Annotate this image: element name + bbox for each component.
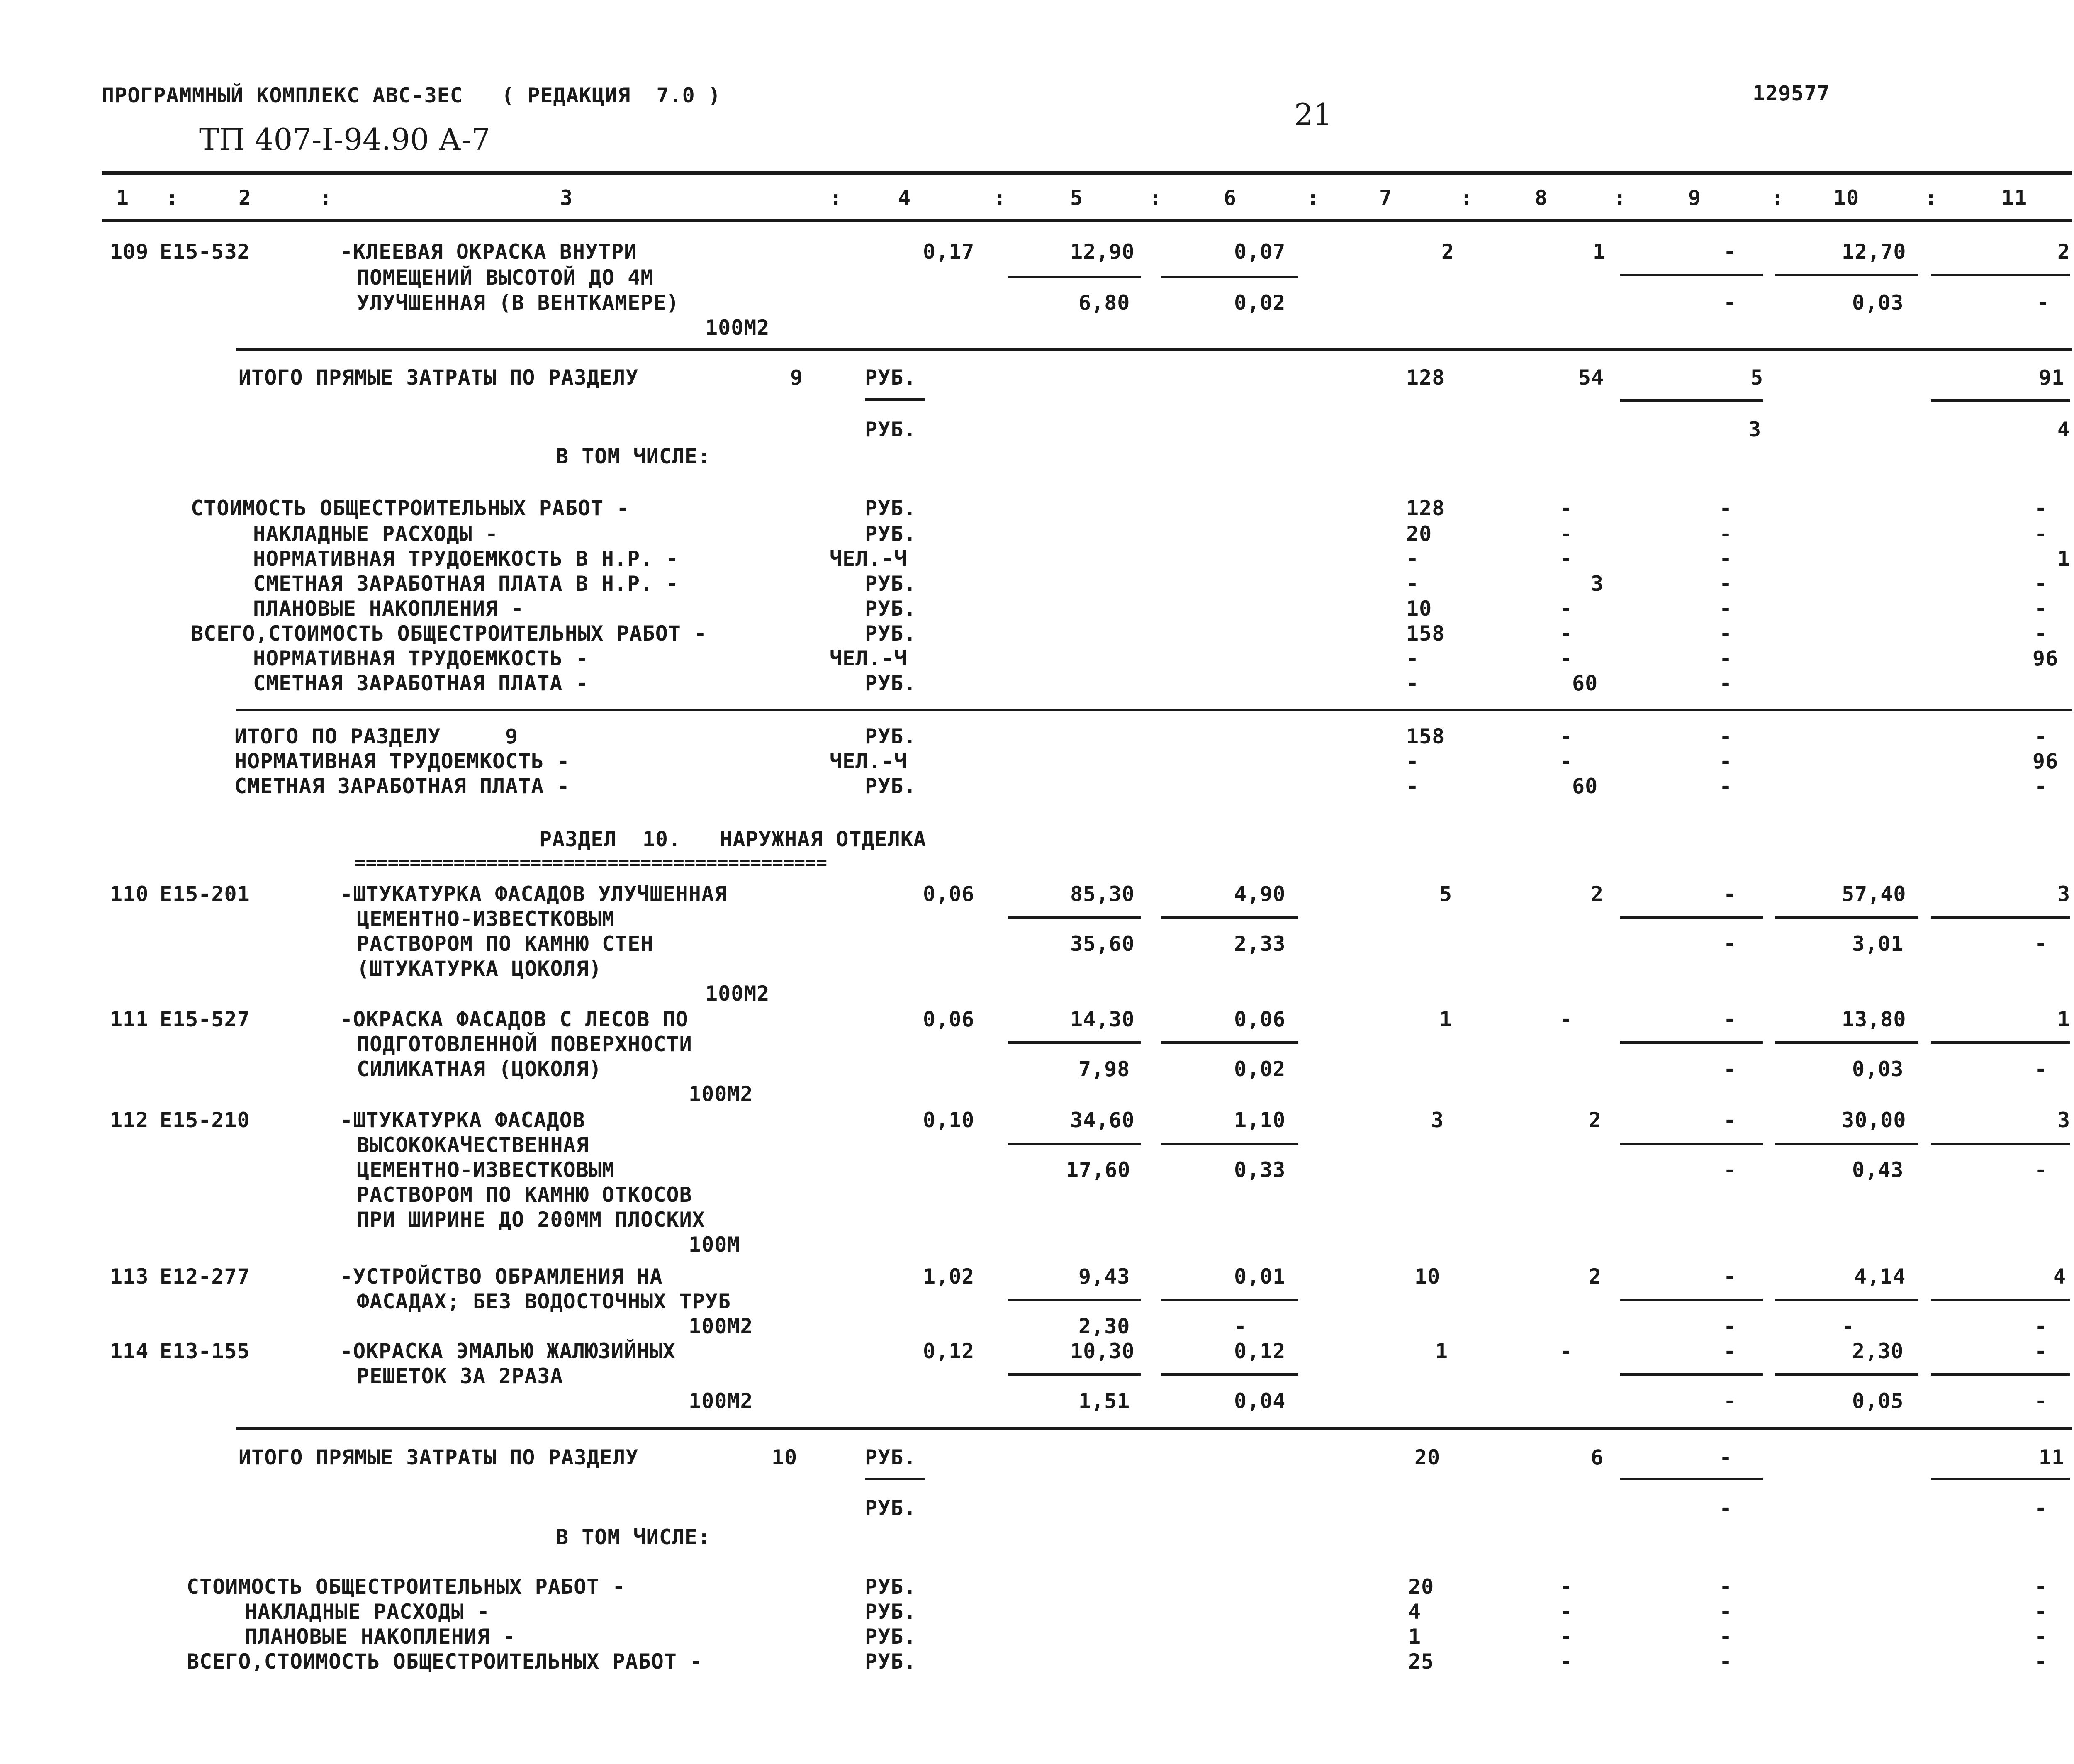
subtotal-rule — [1161, 1041, 1298, 1044]
unit-labor-sub: 0,43 — [1852, 1158, 1904, 1182]
breakdown-label: ПЛАНОВЫЕ НАКОПЛЕНИЯ - — [253, 597, 524, 621]
total-label: ИТОГО ПРЯМЫЕ ЗАТРАТЫ ПО РАЗДЕЛУ — [239, 365, 639, 390]
section-total-c7: - — [1406, 774, 1419, 798]
subtotal-rule — [865, 398, 925, 401]
breakdown-c7: - — [1406, 572, 1419, 596]
section-total-c8: 60 — [1572, 774, 1598, 798]
breakdown-label: НОРМАТИВНАЯ ТРУДОЕМКОСТЬ В Н.Р. - — [253, 547, 679, 571]
breakdown-c8: - — [1560, 1625, 1573, 1649]
breakdown-c11: - — [2035, 597, 2048, 621]
program-header: ПРОГРАММНЫЙ КОМПЛЕКС АВС-ЗЕС ( РЕДАКЦИЯ 7.0 ) — [102, 83, 721, 107]
breakdown-c7: - — [1406, 547, 1419, 571]
breakdown-c7: 1 — [1408, 1625, 1422, 1649]
breakdown-c11: - — [2035, 1649, 2048, 1674]
total-machine-wages: - — [1723, 932, 1737, 956]
total-label: ИТОГО ПРЯМЫЕ ЗАТРАТЫ ПО РАЗДЕЛУ — [239, 1445, 639, 1469]
quantity: 0,06 — [923, 882, 975, 906]
total-labor: 1 — [2057, 1007, 2071, 1031]
breakdown-c9: - — [1719, 1600, 1733, 1624]
unit-labor: 57,40 — [1842, 882, 1906, 906]
breakdown-unit: РУБ. — [865, 522, 917, 546]
breakdown-c9: - — [1719, 547, 1733, 571]
subtotal-rule — [1775, 1299, 1918, 1301]
total-cost: 20 — [1414, 1445, 1441, 1469]
subtotal-rule — [1931, 1478, 2070, 1480]
total-machine: - — [1723, 882, 1737, 906]
subtotal-rule — [1620, 399, 1763, 402]
breakdown-label: НОРМАТИВНАЯ ТРУДОЕМКОСТЬ - — [253, 646, 589, 670]
total-labor: 4 — [2053, 1265, 2067, 1289]
subtotal-rule — [1620, 1041, 1763, 1044]
work-description-line: ПОМЕЩЕНИЙ ВЫСОТОЙ ДО 4М — [357, 266, 654, 290]
currency-unit: РУБ. — [865, 1445, 917, 1469]
total-wages: 2 — [1591, 882, 1604, 906]
col-header-4: 4 — [898, 186, 911, 210]
unit-labor-sub: - — [1842, 1314, 1855, 1338]
total-machine-wages: - — [1723, 1389, 1737, 1413]
unit-labor-sub: 0,03 — [1852, 1057, 1904, 1081]
work-description-line: -ОКРАСКА ФАСАДОВ С ЛЕСОВ ПО — [340, 1007, 689, 1031]
subtotal-rule — [1620, 274, 1763, 276]
rate-code: Е15-527 — [160, 1007, 250, 1031]
col-header-9: 9 — [1688, 186, 1702, 210]
breakdown-c8: - — [1560, 597, 1573, 621]
work-description-line: РЕШЕТОК ЗА 2РАЗА — [357, 1364, 563, 1388]
unit-labor-sub: 0,03 — [1852, 291, 1904, 315]
breakdown-unit: РУБ. — [865, 1649, 917, 1674]
breakdown-c7: 25 — [1408, 1649, 1434, 1674]
machine-cost: 0,06 — [1234, 1007, 1286, 1031]
total-labor: 11 — [2039, 1445, 2065, 1469]
total-machine: - — [1723, 1339, 1737, 1363]
col-header-1: 1 — [116, 186, 129, 210]
quantity: 0,12 — [923, 1339, 975, 1363]
total-machine: - — [1723, 1007, 1737, 1031]
total-labor-sub: - — [2035, 1389, 2048, 1413]
total-labor: - — [2035, 1339, 2048, 1363]
col-header-11: 11 — [2001, 186, 2028, 210]
unit-of-measure: 100М2 — [705, 316, 770, 340]
total-labor-sub: - — [2035, 1158, 2048, 1182]
breakdown-unit: РУБ. — [865, 597, 917, 621]
col-header-8: 8 — [1535, 186, 1548, 210]
total-labor-sub: - — [2037, 291, 2050, 315]
breakdown-c8: - — [1560, 1575, 1573, 1599]
unit-of-measure: 100М2 — [689, 1314, 753, 1338]
breakdown-c9: - — [1719, 522, 1733, 546]
project-number: ТП 407-I-94.90 А-7 — [199, 122, 490, 157]
work-description-line: ЦЕМЕНТНО-ИЗВЕСТКОВЫМ — [357, 907, 615, 931]
breakdown-label: СТОИМОСТЬ ОБЩЕСТРОИТЕЛЬНЫХ РАБОТ - — [187, 1575, 626, 1599]
breakdown-c7: 158 — [1406, 621, 1445, 646]
col-header-sep: : — [1925, 186, 1938, 210]
unit-price: 9,43 — [1078, 1265, 1130, 1289]
unit-price-wages: 6,80 — [1078, 291, 1130, 315]
unit-price-wages: 1,51 — [1078, 1389, 1130, 1413]
breakdown-c7: - — [1406, 646, 1419, 670]
section-total-unit: РУБ. — [865, 724, 917, 748]
total-labor-sub: 4 — [2057, 417, 2071, 441]
subtotal-rule — [1161, 1299, 1298, 1301]
unit-labor-sub: 3,01 — [1852, 932, 1904, 956]
subtotal-rule — [1620, 1299, 1763, 1301]
machine-cost: 0,07 — [1234, 240, 1286, 264]
section-number: 9 — [790, 365, 803, 390]
breakdown-c7: 4 — [1408, 1600, 1422, 1624]
total-wages: 1 — [1593, 240, 1606, 264]
quantity: 0,17 — [923, 240, 975, 264]
subtotal-rule — [1931, 1299, 2070, 1301]
work-description-line: -КЛЕЕВАЯ ОКРАСКА ВНУТРИ — [340, 240, 637, 264]
subtotal-rule — [1161, 1373, 1298, 1376]
breakdown-c8: - — [1560, 496, 1573, 520]
machine-cost: 0,01 — [1234, 1265, 1286, 1289]
section-number: 10 — [772, 1445, 798, 1469]
unit-price-wages: 17,60 — [1066, 1158, 1131, 1182]
machine-wages: 0,02 — [1234, 291, 1286, 315]
section-rule — [236, 1427, 2072, 1430]
subtotal-rule — [1620, 1478, 1763, 1480]
total-wages: 6 — [1591, 1445, 1604, 1469]
col-header-sep: : — [830, 186, 843, 210]
section-total-c11: 96 — [2033, 749, 2059, 773]
breakdown-label: СМЕТНАЯ ЗАРАБОТНАЯ ПЛАТА В Н.Р. - — [253, 572, 679, 596]
section-total-c7: 158 — [1406, 724, 1445, 748]
work-description-line: ЦЕМЕНТНО-ИЗВЕСТКОВЫМ — [357, 1158, 615, 1182]
machine-wages: 0,02 — [1234, 1057, 1286, 1081]
total-cost: 5 — [1439, 882, 1453, 906]
unit-of-measure: 100М — [689, 1233, 740, 1257]
breakdown-c9: - — [1719, 1575, 1733, 1599]
total-wages: 2 — [1589, 1265, 1602, 1289]
breakdown-c11: - — [2035, 572, 2048, 596]
unit-labor: 2,30 — [1852, 1339, 1904, 1363]
breakdown-unit: РУБ. — [865, 671, 917, 695]
row-number: 111 — [110, 1007, 149, 1031]
rate-code: Е12-277 — [160, 1265, 250, 1289]
breakdown-c11: - — [2035, 621, 2048, 646]
unit-labor-sub: 0,05 — [1852, 1389, 1904, 1413]
breakdown-label: СТОИМОСТЬ ОБЩЕСТРОИТЕЛЬНЫХ РАБОТ - — [191, 496, 630, 520]
col-header-sep: : — [1614, 186, 1627, 210]
col-header-sep: : — [993, 186, 1007, 210]
total-labor-sub: - — [2035, 932, 2048, 956]
breakdown-c11: - — [2035, 522, 2048, 546]
rate-code: Е15-201 — [160, 882, 250, 906]
col-header-sep: : — [1149, 186, 1162, 210]
page-number: 21 — [1294, 97, 1332, 132]
breakdown-unit: РУБ. — [865, 621, 917, 646]
col-header-sep: : — [1771, 186, 1784, 210]
breakdown-c7: 128 — [1406, 496, 1445, 520]
subtotal-rule — [1931, 1041, 2070, 1044]
subtotal-rule — [1620, 1143, 1763, 1145]
breakdown-c8: - — [1560, 1649, 1573, 1674]
breakdown-c9: - — [1719, 496, 1733, 520]
work-description-line: УЛУЧШЕННАЯ (В ВЕНТКАМЕРЕ) — [357, 291, 679, 315]
breakdown-c11: - — [2035, 1575, 2048, 1599]
col-header-sep: : — [166, 186, 179, 210]
col-header-sep: : — [1460, 186, 1473, 210]
section-total-c11: - — [2035, 774, 2048, 798]
section-total-unit: ЧЕЛ.-Ч — [830, 749, 907, 773]
total-labor-sub: - — [2035, 1496, 2048, 1520]
subtotal-rule — [1161, 1143, 1298, 1145]
work-description-line: РАСТВОРОМ ПО КАМНЮ СТЕН — [357, 932, 654, 956]
quantity: 1,02 — [923, 1265, 975, 1289]
subtotal-rule — [1931, 916, 2070, 919]
machine-wages: 2,33 — [1234, 932, 1286, 956]
total-cost: 1 — [1439, 1007, 1453, 1031]
subtotal-rule — [1775, 1041, 1918, 1044]
document-code: 129577 — [1753, 81, 1830, 105]
work-description-line: ПРИ ШИРИНЕ ДО 200ММ ПЛОСКИХ — [357, 1208, 705, 1232]
breakdown-c8: 60 — [1572, 671, 1598, 695]
subtotal-rule — [1620, 1373, 1763, 1376]
header-bottom-rule — [102, 219, 2072, 222]
breakdown-c11: - — [2035, 496, 2048, 520]
work-description-line: ФАСАДАХ; БЕЗ ВОДОСТОЧНЫХ ТРУБ — [357, 1289, 731, 1313]
unit-price-wages: 7,98 — [1078, 1057, 1130, 1081]
currency-unit: РУБ. — [865, 417, 917, 441]
subtotal-rule — [1775, 916, 1918, 919]
breakdown-unit: РУБ. — [865, 1600, 917, 1624]
work-description-line: СИЛИКАТНАЯ (ЦОКОЛЯ) — [357, 1057, 602, 1081]
unit-price: 12,90 — [1070, 240, 1135, 264]
total-machine-wages: - — [1719, 1496, 1733, 1520]
row-number: 109 — [110, 240, 149, 264]
work-description-line: (ШТУКАТУРКА ЦОКОЛЯ) — [357, 957, 602, 981]
including-label: В ТОМ ЧИСЛЕ: — [556, 1525, 711, 1549]
unit-of-measure: 100М2 — [689, 1389, 753, 1413]
section-rule — [236, 348, 2072, 351]
total-wages: 54 — [1578, 365, 1604, 390]
subtotal-rule — [1775, 1373, 1918, 1376]
total-machine: - — [1723, 1265, 1737, 1289]
total-machine-wages: - — [1723, 1057, 1737, 1081]
machine-cost: 0,12 — [1234, 1339, 1286, 1363]
total-labor: 2 — [2057, 240, 2071, 264]
subtotal-rule — [1161, 916, 1298, 919]
machine-wages: 0,04 — [1234, 1389, 1286, 1413]
subtotal-rule — [1008, 1143, 1141, 1145]
quantity: 0,06 — [923, 1007, 975, 1031]
total-cost: 3 — [1431, 1108, 1444, 1132]
machine-cost: 1,10 — [1234, 1108, 1286, 1132]
section-total-c8: - — [1560, 749, 1573, 773]
total-labor-sub: - — [2035, 1314, 2048, 1338]
col-header-3: 3 — [560, 186, 573, 210]
total-machine: - — [1723, 1108, 1737, 1132]
breakdown-c9: - — [1719, 597, 1733, 621]
breakdown-unit: РУБ. — [865, 572, 917, 596]
breakdown-c7: 20 — [1406, 522, 1432, 546]
currency-unit: РУБ. — [865, 365, 917, 390]
total-machine: - — [1723, 240, 1737, 264]
breakdown-unit: РУБ. — [865, 496, 917, 520]
section-rule — [236, 709, 2072, 711]
total-labor: 91 — [2039, 365, 2065, 390]
subtotal-rule — [1931, 399, 2070, 402]
subtotal-rule — [1008, 1299, 1141, 1301]
subtotal-rule — [1161, 276, 1298, 278]
total-machine-wages: - — [1723, 1314, 1737, 1338]
col-header-7: 7 — [1379, 186, 1392, 210]
breakdown-c9: - — [1719, 1649, 1733, 1674]
total-labor: 3 — [2057, 882, 2071, 906]
breakdown-label: СМЕТНАЯ ЗАРАБОТНАЯ ПЛАТА - — [253, 671, 589, 695]
breakdown-c8: - — [1560, 1600, 1573, 1624]
machine-cost: 4,90 — [1234, 882, 1286, 906]
col-header-6: 6 — [1224, 186, 1237, 210]
total-machine-wages: - — [1723, 291, 1737, 315]
breakdown-c8: - — [1560, 522, 1573, 546]
breakdown-label: НАКЛАДНЫЕ РАСХОДЫ - — [253, 522, 498, 546]
col-header-2: 2 — [239, 186, 252, 210]
quantity: 0,10 — [923, 1108, 975, 1132]
breakdown-c7: 10 — [1406, 597, 1432, 621]
breakdown-c11: - — [2035, 1625, 2048, 1649]
breakdown-c8: - — [1560, 621, 1573, 646]
rate-code: Е15-210 — [160, 1108, 250, 1132]
subtotal-rule — [1008, 916, 1141, 919]
breakdown-c9: - — [1719, 1625, 1733, 1649]
unit-price-wages: 2,30 — [1078, 1314, 1130, 1338]
work-description-line: -ШТУКАТУРКА ФАСАДОВ — [340, 1108, 585, 1132]
breakdown-c7: - — [1406, 671, 1419, 695]
col-header-sep: : — [1307, 186, 1320, 210]
breakdown-c9: - — [1719, 646, 1733, 670]
total-labor-sub: - — [2035, 1057, 2048, 1081]
section-total-label: СМЕТНАЯ ЗАРАБОТНАЯ ПЛАТА - — [234, 774, 570, 798]
unit-labor: 13,80 — [1842, 1007, 1906, 1031]
unit-of-measure: 100М2 — [705, 982, 770, 1006]
section-heading: РАЗДЕЛ 10. НАРУЖНАЯ ОТДЕЛКА — [539, 827, 927, 851]
total-wages: - — [1560, 1007, 1573, 1031]
subtotal-rule — [1008, 1373, 1141, 1376]
total-labor: 3 — [2057, 1108, 2071, 1132]
machine-wages: 0,33 — [1234, 1158, 1286, 1182]
col-header-sep: : — [319, 186, 333, 210]
work-description-line: -ШТУКАТУРКА ФАСАДОВ УЛУЧШЕННАЯ — [340, 882, 728, 906]
work-description-line: ВЫСОКОКАЧЕСТВЕННАЯ — [357, 1133, 589, 1157]
total-cost: 128 — [1406, 365, 1445, 390]
rate-code: Е13-155 — [160, 1339, 250, 1363]
breakdown-c9: - — [1719, 621, 1733, 646]
section-total-c9: - — [1719, 749, 1733, 773]
unit-labor: 4,14 — [1854, 1265, 1906, 1289]
breakdown-c11: 1 — [2057, 547, 2071, 571]
total-machine-wages: 3 — [1748, 417, 1762, 441]
total-machine: 5 — [1750, 365, 1764, 390]
section-total-c11: - — [2035, 724, 2048, 748]
section-total-label: ИТОГО ПО РАЗДЕЛУ 9 — [234, 724, 518, 748]
breakdown-label: НАКЛАДНЫЕ РАСХОДЫ - — [245, 1600, 490, 1624]
total-machine: - — [1719, 1445, 1733, 1469]
breakdown-unit: РУБ. — [865, 1575, 917, 1599]
work-description-line: РАСТВОРОМ ПО КАМНЮ ОТКОСОВ — [357, 1183, 692, 1207]
total-cost: 2 — [1441, 240, 1455, 264]
row-number: 114 — [110, 1339, 149, 1363]
breakdown-unit: ЧЕЛ.-Ч — [830, 547, 907, 571]
section-heading-underline: =========================================== — [355, 852, 828, 873]
work-description-line: -ОКРАСКА ЭМАЛЬЮ ЖАЛЮЗИЙНЫХ — [340, 1339, 676, 1363]
work-description-line: -УСТРОЙСТВО ОБРАМЛЕНИЯ НА — [340, 1265, 663, 1289]
breakdown-c8: 3 — [1591, 572, 1604, 596]
breakdown-c8: - — [1560, 646, 1573, 670]
subtotal-rule — [1931, 1373, 2070, 1376]
unit-price: 34,60 — [1070, 1108, 1135, 1132]
total-wages: - — [1560, 1339, 1573, 1363]
unit-price: 85,30 — [1070, 882, 1135, 906]
breakdown-unit: РУБ. — [865, 1625, 917, 1649]
breakdown-c11: 96 — [2033, 646, 2059, 670]
breakdown-c7: 20 — [1408, 1575, 1434, 1599]
breakdown-label: ВСЕГО,СТОИМОСТЬ ОБЩЕСТРОИТЕЛЬНЫХ РАБОТ - — [187, 1649, 703, 1674]
subtotal-rule — [865, 1478, 925, 1480]
section-total-c9: - — [1719, 724, 1733, 748]
row-number: 110 — [110, 882, 149, 906]
total-machine-wages: - — [1723, 1158, 1737, 1182]
breakdown-label: ПЛАНОВЫЕ НАКОПЛЕНИЯ - — [245, 1625, 516, 1649]
unit-of-measure: 100М2 — [689, 1082, 753, 1106]
breakdown-label: ВСЕГО,СТОИМОСТЬ ОБЩЕСТРОИТЕЛЬНЫХ РАБОТ - — [191, 621, 707, 646]
total-cost: 10 — [1414, 1265, 1441, 1289]
header-top-rule — [102, 171, 2072, 175]
subtotal-rule — [1008, 276, 1141, 278]
section-total-c7: - — [1406, 749, 1419, 773]
rate-code: Е15-532 — [160, 240, 250, 264]
subtotal-rule — [1931, 274, 2070, 276]
total-wages: 2 — [1589, 1108, 1602, 1132]
breakdown-unit: ЧЕЛ.-Ч — [830, 646, 907, 670]
subtotal-rule — [1008, 1041, 1141, 1044]
unit-labor: 30,00 — [1842, 1108, 1906, 1132]
unit-price: 10,30 — [1070, 1339, 1135, 1363]
breakdown-c9: - — [1719, 572, 1733, 596]
breakdown-c11: - — [2035, 1600, 2048, 1624]
including-label: В ТОМ ЧИСЛЕ: — [556, 444, 711, 468]
subtotal-rule — [1931, 1143, 2070, 1145]
row-number: 112 — [110, 1108, 149, 1132]
unit-price: 14,30 — [1070, 1007, 1135, 1031]
section-total-c9: - — [1719, 774, 1733, 798]
section-total-label: НОРМАТИВНАЯ ТРУДОЕМКОСТЬ - — [234, 749, 570, 773]
section-total-c8: - — [1560, 724, 1573, 748]
work-description-line: ПОДГОТОВЛЕННОЙ ПОВЕРХНОСТИ — [357, 1032, 692, 1056]
machine-wages: - — [1234, 1314, 1247, 1338]
row-number: 113 — [110, 1265, 149, 1289]
subtotal-rule — [1775, 274, 1918, 276]
currency-unit: РУБ. — [865, 1496, 917, 1520]
total-cost: 1 — [1435, 1339, 1448, 1363]
col-header-10: 10 — [1833, 186, 1860, 210]
unit-labor: 12,70 — [1842, 240, 1906, 264]
subtotal-rule — [1775, 1143, 1918, 1145]
col-header-5: 5 — [1070, 186, 1083, 210]
breakdown-c8: - — [1560, 547, 1573, 571]
breakdown-c9: - — [1719, 671, 1733, 695]
subtotal-rule — [1620, 916, 1763, 919]
unit-price-wages: 35,60 — [1070, 932, 1135, 956]
section-total-unit: РУБ. — [865, 774, 917, 798]
